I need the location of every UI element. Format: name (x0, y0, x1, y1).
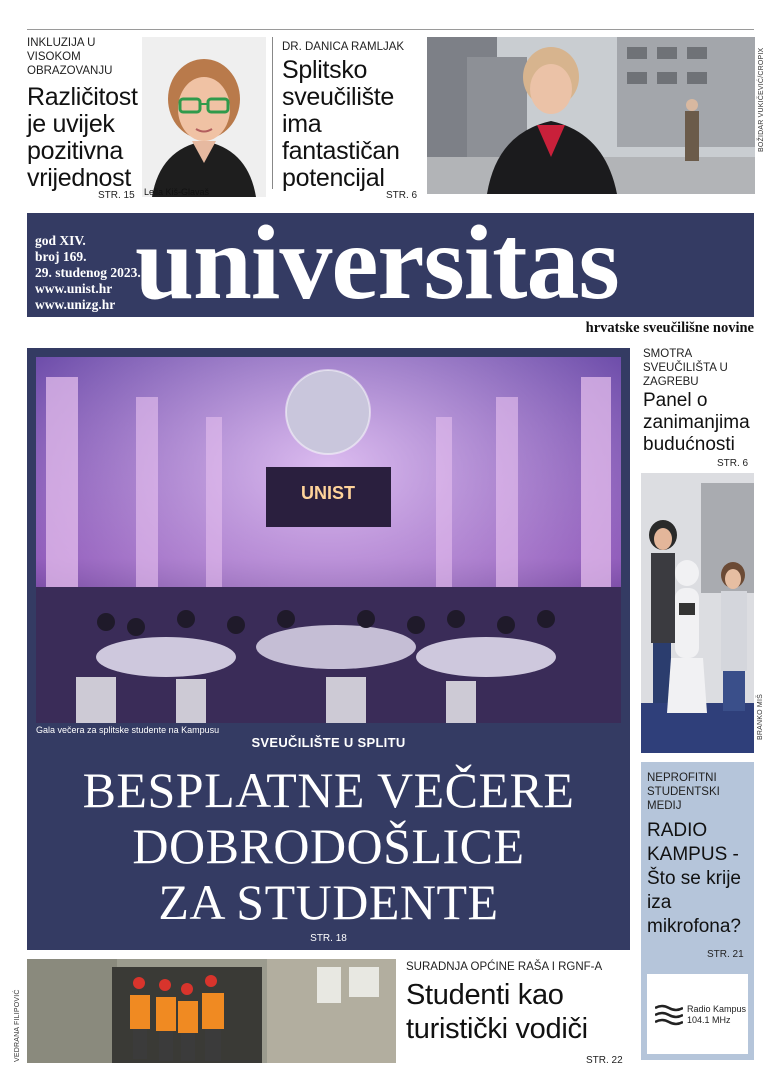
photo-robot-panel[interactable] (641, 473, 754, 753)
lead-headline-line-2: DOBRODOŠLICE (132, 818, 525, 874)
photo-credit-ramljak: BOŽIDAR VUKIČEVIĆ/CROPIX (758, 47, 765, 152)
lead-kicker[interactable]: SVEUČILIŠTE U SPLITU (251, 735, 406, 750)
issue-date: 29. studenog 2023. (35, 265, 141, 280)
lead-story[interactable] (27, 348, 630, 950)
teaser-headline-radio: RADIO KAMPUS - Što se krije iza mikrofona? (647, 820, 741, 937)
portrait-photo-kis-glavas[interactable] (142, 37, 266, 197)
teaser-page-smotra: STR. 6 (717, 458, 749, 469)
lead-headline-line-1: BESPLATNE VEČERE (82, 762, 575, 818)
teaser-page-inclusion: STR. 15 (98, 190, 135, 201)
top-rule (27, 29, 754, 30)
unist-sign-text: UNIST (301, 483, 355, 503)
teaser-headline-inclusion[interactable]: Različitost je uvijek pozitivna vrijednost (27, 83, 138, 192)
teaser-kicker-smotra[interactable]: SMOTRA SVEUČILIŠTA U ZAGREBU (643, 348, 728, 388)
teaser-kicker-rasa[interactable]: SURADNJA OPĆINE RAŠA I RGNF-A (406, 961, 603, 973)
photo-danica-ramljak[interactable] (427, 37, 755, 194)
teaser-kicker-inclusion[interactable]: INKLUZIJA U VISOKOM OBRAZOVANJU (27, 37, 113, 77)
radio-kampus-logo (647, 974, 748, 1054)
teaser-headline-smotra[interactable]: Panel o zanimanjima budućnosti (643, 390, 750, 455)
radio-logo-frequency: 104.1 MHz (687, 1015, 731, 1025)
lead-photo-gala-dinner[interactable] (36, 357, 621, 723)
lead-photo-caption: Gala večera za splitske studente na Kampusu (36, 725, 220, 735)
newspaper-title: universitas (135, 204, 619, 321)
lead-headline-line-3: ZA STUDENTE (158, 874, 499, 930)
radio-wave-icon (655, 1004, 683, 1026)
issue-info (35, 233, 141, 313)
teaser-page-rasa: STR. 22 (586, 1055, 623, 1066)
url-unist[interactable]: www.unist.hr (35, 281, 113, 296)
teaser-kicker-ramljak[interactable]: DR. DANICA RAMLJAK (282, 41, 405, 53)
radio-kampus-teaser[interactable] (641, 762, 754, 1060)
photo-credit-smotra: BRANKO MIŠ (757, 694, 764, 740)
teaser-kicker-radio: NEPROFITNI STUDENTSKI MEDIJ (647, 772, 720, 812)
teaser-headline-ramljak[interactable]: Splitsko sveučilište ima fantastičan potencijal (282, 56, 400, 192)
radio-logo-name: Radio Kampus (687, 1004, 747, 1014)
photo-credit-guides: VEDRANA FILIPOVIĆ (14, 989, 21, 1062)
teaser-page-radio: STR. 21 (707, 949, 744, 960)
lead-headline[interactable] (27, 762, 630, 930)
lead-page: STR. 18 (310, 933, 347, 944)
issue-number: broj 169. (35, 249, 87, 264)
volume: god XIV. (35, 233, 86, 248)
teaser-headline-rasa[interactable]: Studenti kao turistički vodiči (406, 979, 588, 1045)
radio-logo-text (687, 1004, 746, 1026)
portrait-caption: Lelia Kiš-Glavaš (144, 187, 210, 197)
teaser-page-ramljak: STR. 6 (386, 190, 418, 201)
tagline: hrvatske sveučilišne novine (585, 320, 754, 336)
url-unizg[interactable]: www.unizg.hr (35, 297, 116, 312)
photo-student-guides[interactable] (27, 959, 396, 1063)
teaser-divider (272, 37, 273, 189)
masthead (27, 204, 754, 321)
